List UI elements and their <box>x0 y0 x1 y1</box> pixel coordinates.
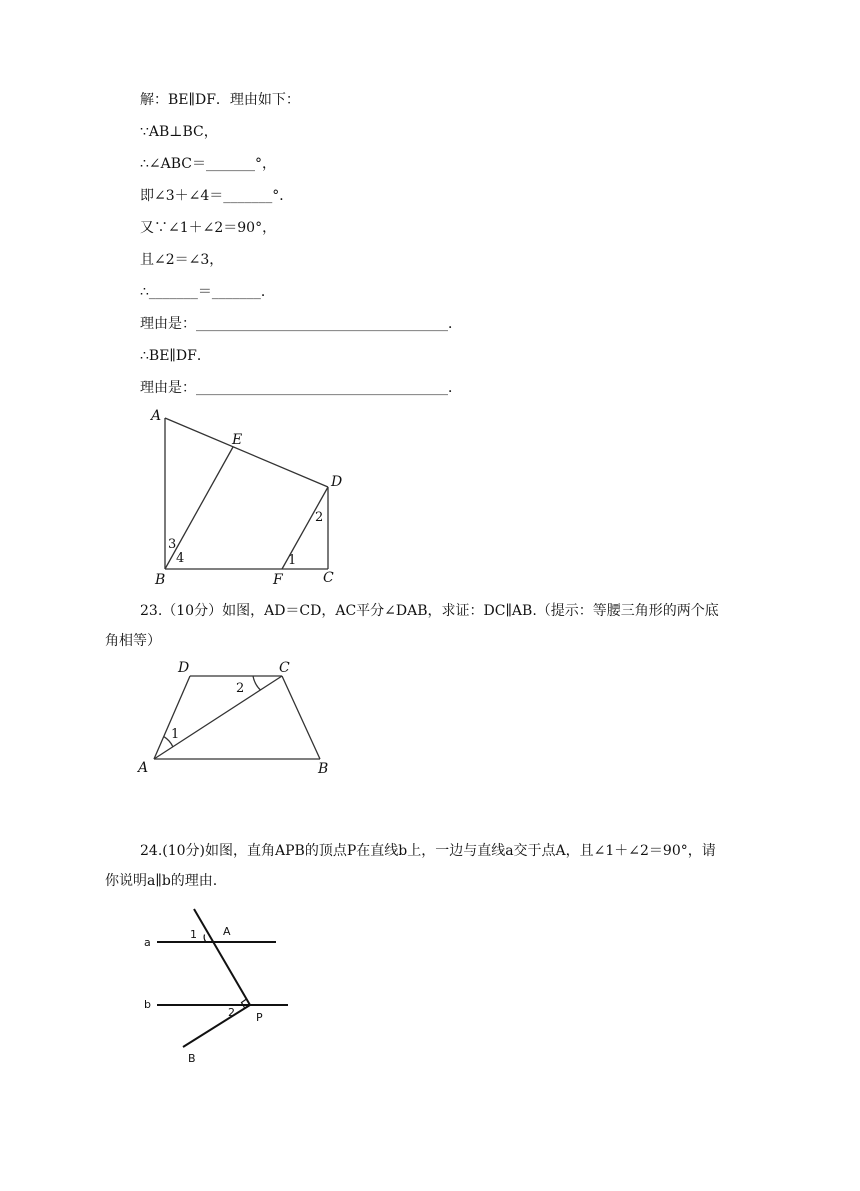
question-23-text: 23.（10分）如图，AD＝CD，AC平分∠DAB，求证：DC∥AB.（提示：等腰三角形的两个底角相等） <box>105 603 719 649</box>
point-label-d: D <box>178 660 190 676</box>
angle-label-2: 2 <box>236 681 245 696</box>
point-label-b: B <box>188 1052 196 1065</box>
question-24-text: 24.(10分)如图，直角APB的顶点P在直线b上，一边与直线a交于点A，且∠1＋∠2＝90°，请你说明a∥b的理由. <box>105 843 716 889</box>
angle-label-1: 1 <box>288 553 297 568</box>
point-label-c: C <box>279 660 290 676</box>
figure-trapezoid-abcd <box>130 650 340 780</box>
angle-label-2: 2 <box>315 510 324 525</box>
point-label-e: E <box>232 432 243 448</box>
angle-arc-1 <box>204 935 206 943</box>
solution-line-8: 理由是：____________________________________． <box>140 316 462 332</box>
ray-pb <box>183 1005 250 1047</box>
point-label-p: P <box>256 1011 263 1024</box>
solution-line-9: ∴BE∥DF． <box>140 348 211 364</box>
solution-line-4: 即∠3＋∠4＝_______°． <box>140 188 294 204</box>
solution-line-10: 理由是：____________________________________． <box>140 380 462 396</box>
point-label-a: A <box>151 408 162 424</box>
figure-quadrilateral-abcd <box>140 400 360 590</box>
point-label-a: A <box>223 925 231 938</box>
segment-ad <box>154 676 190 759</box>
solution-line-5: 又∵∠1＋∠2＝90°， <box>140 220 277 236</box>
angle-label-3: 3 <box>168 537 177 552</box>
solution-line-1: 解：BE∥DF．理由如下： <box>140 92 300 108</box>
line-label-b: b <box>144 998 151 1011</box>
line-label-a: a <box>144 936 151 949</box>
segment-cb <box>282 676 320 759</box>
point-label-b: B <box>318 761 329 777</box>
point-label-f: F <box>273 572 283 588</box>
solution-line-3: ∴∠ABC＝_______°， <box>140 156 277 172</box>
angle-arc-2 <box>253 676 260 690</box>
point-label-d: D <box>331 474 343 490</box>
angle-label-1: 1 <box>190 928 197 941</box>
angle-label-2: 2 <box>228 1006 235 1019</box>
point-label-b: B <box>155 572 166 588</box>
figure-parallel-lines <box>140 900 300 1070</box>
angle-label-4: 4 <box>176 551 185 566</box>
solution-line-2: ∵AB⊥BC， <box>140 124 218 140</box>
solution-line-6: 且∠2＝∠3， <box>140 252 224 268</box>
ray-pa <box>194 909 250 1005</box>
point-label-a: A <box>138 760 149 776</box>
solution-line-7: ∴_______＝_______． <box>140 284 275 300</box>
segment-ad <box>165 418 328 487</box>
angle-label-1: 1 <box>171 727 180 742</box>
point-label-c: C <box>323 570 334 586</box>
